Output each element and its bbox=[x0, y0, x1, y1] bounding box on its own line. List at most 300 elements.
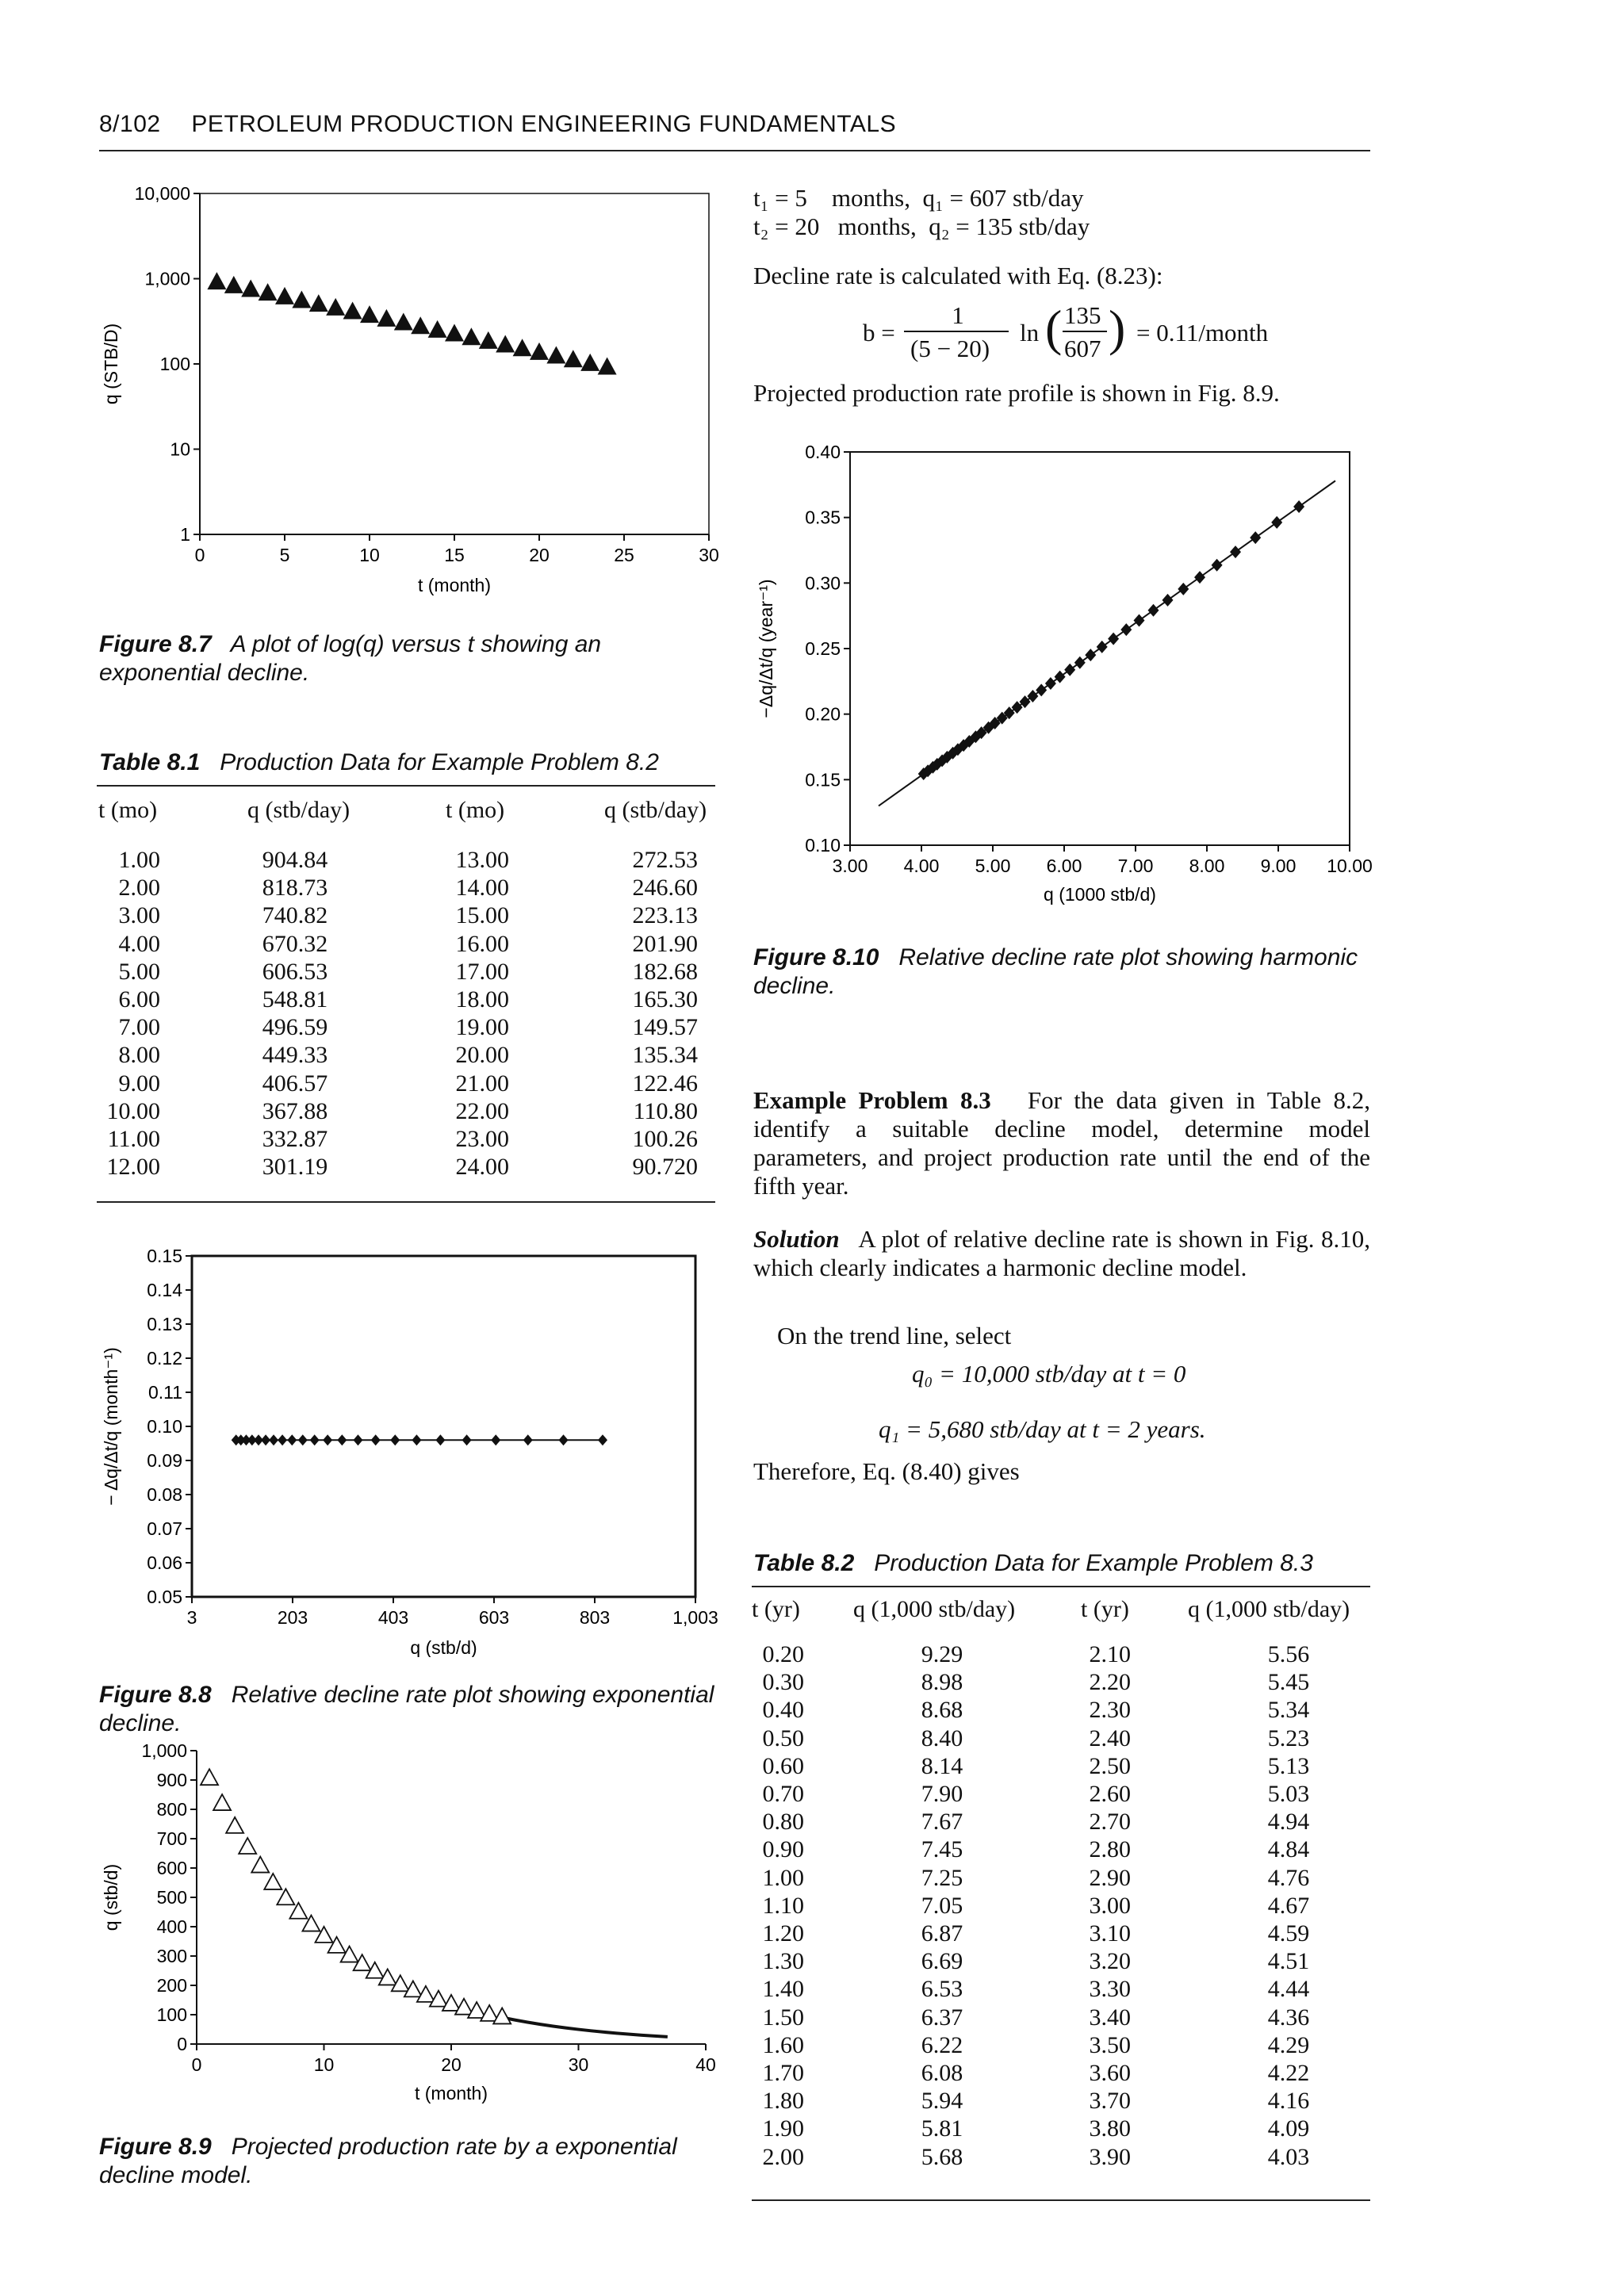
table-8-1-cell: 16.00 bbox=[455, 930, 509, 957]
data-point bbox=[298, 1434, 308, 1445]
y-tick-label: 1 bbox=[180, 524, 190, 545]
table-8-2-cell: 4.29 bbox=[1267, 2031, 1310, 2058]
table-8-1-cell: 135.34 bbox=[632, 1042, 698, 1069]
data-point bbox=[226, 1817, 243, 1833]
table-8-1-cell: 17.00 bbox=[455, 958, 509, 985]
table-8-2-cell: 8.68 bbox=[921, 1697, 963, 1724]
table-8-2-cell: 1.40 bbox=[762, 1976, 804, 2003]
y-tick-label: 400 bbox=[156, 1916, 187, 1937]
table-8-2-cell: 4.09 bbox=[1267, 2115, 1310, 2142]
data-point bbox=[251, 1857, 269, 1873]
x-tick-label: 30 bbox=[699, 545, 719, 565]
trend-text: On the trend line, select bbox=[777, 1322, 1012, 1349]
table-8-1-cell: 149.57 bbox=[632, 1014, 698, 1041]
x-axis-label: t (month) bbox=[417, 575, 492, 595]
y-tick-label: 0.15 bbox=[805, 769, 841, 790]
table-8-2-cell: 3.60 bbox=[1089, 2060, 1131, 2086]
y-tick-label: 0.35 bbox=[805, 507, 841, 528]
data-point bbox=[239, 1838, 256, 1854]
table-8-1-cell: 6.00 bbox=[118, 986, 160, 1013]
table-8-2-cell: 2.40 bbox=[1089, 1725, 1131, 1751]
x-tick-label: 3 bbox=[186, 1607, 197, 1628]
table-8-2-cell: 0.40 bbox=[762, 1697, 804, 1724]
table-8-1-cell: 272.53 bbox=[632, 847, 698, 873]
table-8-2-cell: 5.03 bbox=[1267, 1781, 1310, 1807]
x-axis-label: q (stb/d) bbox=[410, 1637, 477, 1657]
table-8-2-cell: 0.50 bbox=[762, 1725, 804, 1751]
y-tick-label: 700 bbox=[156, 1828, 187, 1849]
x-tick-label: 203 bbox=[277, 1607, 308, 1628]
data-point bbox=[479, 331, 498, 349]
figure-8-10-text: Relative decline rate plot showing harmonic decline. bbox=[753, 944, 1358, 999]
table-8-1-cell: 100.26 bbox=[632, 1126, 698, 1152]
x-tick-label: 10 bbox=[359, 545, 380, 565]
data-point bbox=[309, 294, 328, 312]
y-tick-label: 0.40 bbox=[805, 442, 841, 462]
table-8-2-cell: 4.76 bbox=[1267, 1864, 1310, 1891]
table-8-2-cell: 6.22 bbox=[921, 2031, 963, 2058]
table-8-2-cell: 3.10 bbox=[1089, 1920, 1131, 1947]
data-point bbox=[1097, 641, 1108, 653]
table-8-1-cell: 5.00 bbox=[118, 958, 160, 985]
table-8-1-title bbox=[99, 749, 659, 776]
x-tick-label: 25 bbox=[614, 545, 634, 565]
table-8-2-cell: 3.80 bbox=[1089, 2115, 1131, 2142]
table-8-2-label: Table 8.2 bbox=[753, 1550, 855, 1576]
table-8-1-cell: 496.59 bbox=[262, 1014, 328, 1041]
eq-ln: ln bbox=[1020, 319, 1040, 346]
y-tick-label: 0.30 bbox=[805, 572, 841, 594]
table-8-1-cell: 8.00 bbox=[118, 1042, 160, 1069]
table-8-1-cell: 904.84 bbox=[262, 847, 328, 873]
x-axis-label: q (1000 stb/d) bbox=[1044, 884, 1156, 905]
y-tick-label: 0.09 bbox=[147, 1450, 182, 1471]
therefore-text: Therefore, Eq. (8.40) gives bbox=[753, 1457, 1020, 1485]
table-8-1-header: t (mo) bbox=[98, 797, 158, 823]
table-8-2-cell: 0.80 bbox=[762, 1809, 804, 1836]
y-tick-label: 100 bbox=[159, 354, 190, 374]
table-8-2-cell: 5.23 bbox=[1267, 1725, 1310, 1751]
table-8-2-cell: 7.45 bbox=[921, 1836, 963, 1863]
y-tick-label: 0.20 bbox=[805, 703, 841, 725]
y-tick-label: 0.25 bbox=[805, 638, 841, 659]
table-8-1-cell: 246.60 bbox=[632, 875, 698, 902]
table-8-1-cell: 22.00 bbox=[455, 1097, 509, 1124]
table-8-2-cell: 4.59 bbox=[1267, 1920, 1310, 1947]
y-tick-label: 0.14 bbox=[147, 1280, 182, 1300]
y-tick-label: 0.13 bbox=[147, 1314, 182, 1334]
table-8-2-cell: 2.50 bbox=[1089, 1752, 1131, 1779]
data-point bbox=[1162, 594, 1174, 607]
data-point bbox=[523, 1434, 533, 1445]
table-8-2-cell: 2.90 bbox=[1089, 1864, 1131, 1891]
y-tick-label: 0.10 bbox=[147, 1416, 182, 1437]
table-8-1-label: Table 8.1 bbox=[99, 749, 201, 775]
y-axis-label: − Δq/Δt/q (month⁻¹) bbox=[101, 1347, 121, 1506]
table-8-1-cell: 740.82 bbox=[262, 902, 328, 929]
table-8-2-cell: 4.36 bbox=[1267, 2004, 1310, 2031]
data-point bbox=[598, 1434, 607, 1445]
table-8-2-cell: 5.94 bbox=[921, 2088, 963, 2115]
data-point bbox=[580, 354, 599, 371]
table-8-1-cell: 406.57 bbox=[262, 1070, 328, 1097]
plot-frame bbox=[192, 1256, 695, 1597]
y-tick-label: 900 bbox=[156, 1770, 187, 1790]
table-8-1-header: q (stb/day) bbox=[604, 797, 707, 823]
table-8-2-cell: 1.60 bbox=[762, 2031, 804, 2058]
given-line-2: t₂ = 20 months, q₂ = 135 stb/day bbox=[753, 212, 1090, 240]
data-point bbox=[496, 335, 515, 353]
data-point bbox=[564, 350, 583, 367]
table-8-1-cell: 13.00 bbox=[455, 847, 509, 873]
y-tick-label: 800 bbox=[156, 1799, 187, 1820]
table-8-2-cell: 3.30 bbox=[1089, 1976, 1131, 2003]
table-8-2-cell: 6.69 bbox=[921, 1948, 963, 1975]
table-8-1-cell: 182.68 bbox=[632, 958, 698, 985]
plot-frame bbox=[200, 193, 709, 534]
example-label: Example Problem 8.3 bbox=[753, 1086, 991, 1114]
table-8-2-cell: 3.20 bbox=[1089, 1948, 1131, 1975]
table-8-2-cell: 1.50 bbox=[762, 2004, 804, 2031]
data-point bbox=[428, 320, 447, 338]
eq-result: = 0.11/month bbox=[1136, 319, 1269, 346]
x-tick-label: 10.00 bbox=[1327, 856, 1373, 876]
table-8-2-cell: 1.90 bbox=[762, 2115, 804, 2142]
table-8-1-cell: 2.00 bbox=[118, 875, 160, 902]
x-tick-label: 1,003 bbox=[672, 1607, 718, 1628]
data-point bbox=[1271, 516, 1282, 529]
eq-paren-right: ) bbox=[1109, 300, 1126, 356]
x-tick-label: 403 bbox=[377, 1607, 409, 1628]
data-point bbox=[213, 1794, 231, 1810]
data-point bbox=[1074, 657, 1086, 669]
x-axis-label: t (month) bbox=[414, 2083, 488, 2104]
data-point bbox=[546, 346, 565, 364]
y-axis-label: −Δq/Δt/q (year⁻¹) bbox=[756, 579, 776, 718]
table-8-2-header: q (1,000 stb/day) bbox=[853, 1596, 1016, 1622]
x-tick-label: 7.00 bbox=[1117, 856, 1154, 876]
data-point bbox=[377, 309, 396, 327]
y-axis-label: q (STB/D) bbox=[101, 323, 121, 405]
table-8-2-cell: 0.90 bbox=[762, 1836, 804, 1863]
given-line-1: t₁ = 5 months, q₁ = 607 stb/day bbox=[753, 184, 1084, 212]
x-tick-label: 4.00 bbox=[903, 856, 940, 876]
data-point bbox=[1108, 633, 1119, 645]
table-8-2-cell: 4.67 bbox=[1267, 1892, 1310, 1919]
figure-8-7-text: A plot of log(q) versus t showing an exponential decline. bbox=[99, 631, 602, 686]
table-8-1-cell: 24.00 bbox=[455, 1154, 509, 1181]
data-point bbox=[435, 1434, 445, 1445]
table-8-2-cell: 6.08 bbox=[921, 2060, 963, 2086]
table-8-2-cell: 3.40 bbox=[1089, 2004, 1131, 2031]
example-problem-8-3 bbox=[753, 1086, 1370, 1200]
data-point bbox=[1178, 583, 1189, 595]
x-tick-label: 5 bbox=[279, 545, 290, 565]
decline-intro: Decline rate is calculated with Eq. (8.23): bbox=[753, 262, 1163, 289]
eq-ln-num: 135 bbox=[1064, 301, 1101, 329]
y-axis-label: q (stb/d) bbox=[101, 1863, 121, 1931]
data-point bbox=[1212, 559, 1223, 572]
data-point bbox=[360, 305, 379, 323]
book-title: PETROLEUM PRODUCTION ENGINEERING FUNDAMENTALS bbox=[191, 111, 897, 137]
data-point bbox=[445, 324, 464, 342]
projection-line bbox=[502, 2017, 668, 2036]
figure-8-10-caption bbox=[753, 944, 1372, 1001]
table-8-2-cell: 2.60 bbox=[1089, 1781, 1131, 1807]
table-8-2-cell: 4.22 bbox=[1267, 2060, 1310, 2086]
eq-ln-bar bbox=[1063, 331, 1107, 332]
data-point bbox=[269, 1434, 278, 1445]
table-8-1-cell: 4.00 bbox=[118, 930, 160, 957]
figure-8-7-caption bbox=[99, 630, 726, 687]
table-8-2-cell: 6.37 bbox=[921, 2004, 963, 2031]
data-point bbox=[1230, 545, 1241, 558]
solution-label: Solution bbox=[753, 1225, 840, 1253]
data-point bbox=[1055, 671, 1066, 683]
table-8-1-cell: 23.00 bbox=[455, 1126, 509, 1152]
table-8-2-cell: 7.05 bbox=[921, 1892, 963, 1919]
x-tick-label: 6.00 bbox=[1046, 856, 1082, 876]
table-8-1-cell: 15.00 bbox=[455, 902, 509, 929]
y-tick-label: 0.11 bbox=[147, 1382, 182, 1403]
table-8-2-cell: 1.70 bbox=[762, 2060, 804, 2086]
figure-8-8-label: Figure 8.8 bbox=[99, 1682, 212, 1708]
table-8-1-cell: 18.00 bbox=[455, 986, 509, 1013]
y-tick-label: 10 bbox=[170, 438, 190, 460]
y-tick-label: 100 bbox=[156, 2004, 187, 2025]
table-8-1-cell: 3.00 bbox=[118, 902, 160, 929]
eq-ln-den: 607 bbox=[1064, 335, 1101, 362]
figure-8-8-caption bbox=[99, 1681, 726, 1738]
table-8-2-cell: 0.20 bbox=[762, 1641, 804, 1667]
x-tick-label: 9.00 bbox=[1260, 856, 1297, 876]
table-8-1-cell: 223.13 bbox=[632, 902, 698, 929]
table-8-1-cell: 606.53 bbox=[262, 958, 328, 985]
data-point bbox=[559, 1434, 569, 1445]
data-point bbox=[323, 1434, 332, 1445]
y-tick-label: 0.15 bbox=[147, 1246, 182, 1266]
data-point bbox=[292, 291, 311, 308]
table-8-2-cell: 7.67 bbox=[921, 1809, 963, 1836]
table-8-2-caption: Production Data for Example Problem 8.3 bbox=[874, 1550, 1313, 1576]
x-tick-label: 10 bbox=[313, 2054, 335, 2075]
data-point bbox=[1036, 683, 1047, 696]
x-tick-label: 0 bbox=[194, 545, 205, 565]
equation-b bbox=[863, 301, 1307, 381]
table-8-2-cell: 5.56 bbox=[1267, 1641, 1310, 1667]
table-8-2-header: q (1,000 stb/day) bbox=[1188, 1596, 1350, 1622]
data-point bbox=[278, 1434, 287, 1445]
table-8-2-cell: 3.70 bbox=[1089, 2088, 1131, 2115]
table-8-2-header: t (yr) bbox=[752, 1596, 800, 1622]
table-8-1-cell: 122.46 bbox=[632, 1070, 698, 1097]
table-8-1-cell: 19.00 bbox=[455, 1014, 509, 1041]
series-points bbox=[207, 272, 616, 374]
table-8-1-cell: 11.00 bbox=[107, 1126, 160, 1152]
solution-text: A plot of relative decline rate is shown in Fig. 8.10, which clearly indicates a harmonic decline model. bbox=[753, 1225, 1371, 1281]
data-point bbox=[1085, 649, 1096, 661]
y-tick-label: 600 bbox=[156, 1858, 187, 1878]
table-8-1-cell: 670.32 bbox=[262, 930, 328, 957]
data-point bbox=[1148, 604, 1159, 617]
table-8-1-cell: 449.33 bbox=[262, 1042, 328, 1069]
table-8-1-cell: 1.00 bbox=[118, 847, 160, 873]
eq-frac-bar bbox=[904, 331, 1009, 332]
table-8-2-cell: 3.50 bbox=[1089, 2031, 1131, 2058]
table-8-2-cell: 4.94 bbox=[1267, 1809, 1310, 1836]
table-8-1-cell: 14.00 bbox=[455, 875, 509, 902]
x-tick-label: 803 bbox=[579, 1607, 611, 1628]
table-8-2-cell: 1.80 bbox=[762, 2088, 804, 2115]
data-point bbox=[513, 339, 532, 356]
data-point bbox=[462, 327, 481, 345]
table-8-2-cell: 5.68 bbox=[921, 2143, 963, 2170]
table-8-2-cell: 3.00 bbox=[1089, 1892, 1131, 1919]
table-8-2-cell: 1.10 bbox=[762, 1892, 804, 1919]
y-tick-label: 0.06 bbox=[147, 1552, 182, 1573]
eq-frac-num: 1 bbox=[952, 301, 964, 329]
x-tick-label: 0 bbox=[191, 2054, 202, 2075]
figure-8-9-text: Projected production rate by a exponential decline model. bbox=[99, 2134, 677, 2188]
table-8-2-cell: 2.80 bbox=[1089, 1836, 1131, 1863]
table-8-1-top-rule bbox=[97, 785, 715, 787]
table-8-2-cell: 6.87 bbox=[921, 1920, 963, 1947]
table-8-2-top-rule bbox=[752, 1586, 1370, 1587]
table-8-1-cell: 12.00 bbox=[106, 1154, 160, 1181]
data-point bbox=[371, 1434, 381, 1445]
eq-frac-den: (5 − 20) bbox=[910, 335, 990, 362]
y-tick-label: 0.08 bbox=[147, 1484, 182, 1505]
figure-8-10-chart bbox=[753, 434, 1380, 926]
y-tick-label: 300 bbox=[156, 1946, 187, 1966]
table-8-2-title bbox=[753, 1550, 1313, 1577]
table-8-2-cell: 8.40 bbox=[921, 1725, 963, 1751]
data-point bbox=[326, 298, 345, 316]
table-8-1-bottom-rule bbox=[97, 1201, 715, 1203]
table-8-2-cell: 2.20 bbox=[1089, 1669, 1131, 1696]
x-tick-label: 20 bbox=[529, 545, 550, 565]
data-point bbox=[491, 1434, 500, 1445]
data-point bbox=[310, 1434, 320, 1445]
data-point bbox=[411, 316, 430, 334]
data-point bbox=[275, 287, 294, 304]
y-tick-label: 0 bbox=[177, 2034, 187, 2054]
table-8-1-cell: 301.19 bbox=[262, 1154, 328, 1181]
series-points bbox=[201, 1769, 511, 2023]
x-tick-label: 3.00 bbox=[832, 856, 868, 876]
data-point bbox=[394, 313, 413, 331]
data-point bbox=[1194, 571, 1205, 584]
projected-text: Projected production rate profile is shown in Fig. 8.9. bbox=[753, 379, 1280, 407]
y-tick-label: 500 bbox=[156, 1887, 187, 1908]
table-8-1-header: q (stb/day) bbox=[247, 797, 350, 823]
data-point bbox=[1045, 677, 1056, 690]
x-tick-label: 30 bbox=[568, 2054, 589, 2075]
table-8-1-cell: 332.87 bbox=[262, 1126, 328, 1152]
solution-paragraph bbox=[753, 1225, 1370, 1282]
eq-q0: q₀ = 10,000 stb/day at t = 0 bbox=[912, 1360, 1186, 1388]
x-tick-label: 20 bbox=[441, 2054, 462, 2075]
data-point bbox=[224, 276, 243, 293]
x-tick-label: 5.00 bbox=[975, 856, 1011, 876]
y-tick-label: 200 bbox=[156, 1975, 187, 1996]
table-8-2-cell: 2.10 bbox=[1089, 1641, 1131, 1667]
data-point bbox=[259, 283, 278, 301]
table-8-2-cell: 0.30 bbox=[762, 1669, 804, 1696]
figure-8-9-chart bbox=[95, 1736, 730, 2117]
table-8-2-cell: 1.20 bbox=[762, 1920, 804, 1947]
table-8-2-cell: 1.30 bbox=[762, 1948, 804, 1975]
table-8-2-cell: 2.70 bbox=[1089, 1809, 1131, 1836]
data-point bbox=[462, 1434, 472, 1445]
table-8-2-cell: 4.44 bbox=[1267, 1976, 1310, 2003]
table-8-2-cell: 9.29 bbox=[921, 1641, 963, 1667]
table-8-2-cell: 6.53 bbox=[921, 1976, 963, 2003]
table-8-1-cell: 20.00 bbox=[455, 1042, 509, 1069]
table-8-1-cell: 548.81 bbox=[262, 986, 328, 1013]
table-8-2-header: t (yr) bbox=[1081, 1596, 1129, 1622]
figure-8-9-caption bbox=[99, 2133, 726, 2190]
data-point bbox=[1134, 614, 1145, 627]
figure-8-10-label: Figure 8.10 bbox=[753, 944, 879, 970]
table-8-2-cell: 1.00 bbox=[762, 1864, 804, 1891]
data-point bbox=[337, 1434, 347, 1445]
y-tick-label: 1,000 bbox=[141, 1740, 187, 1761]
y-tick-label: 1,000 bbox=[144, 268, 190, 289]
eq-q1: q₁ = 5,680 stb/day at t = 2 years. bbox=[879, 1415, 1206, 1443]
table-8-2-cell: 7.90 bbox=[921, 1781, 963, 1807]
data-point bbox=[201, 1769, 218, 1785]
y-tick-label: 0.07 bbox=[147, 1518, 182, 1539]
y-tick-label: 10,000 bbox=[134, 183, 190, 204]
table-8-1-cell: 7.00 bbox=[118, 1014, 160, 1041]
table-8-2-cell: 5.13 bbox=[1267, 1752, 1310, 1779]
page-header bbox=[99, 111, 1368, 138]
table-8-2-cell: 4.84 bbox=[1267, 1836, 1310, 1863]
figure-8-8-chart bbox=[95, 1237, 730, 1657]
table-8-1-cell: 201.90 bbox=[632, 930, 698, 957]
table-8-2-cell: 3.90 bbox=[1089, 2143, 1131, 2170]
table-8-1-cell: 9.00 bbox=[118, 1070, 160, 1097]
data-point bbox=[264, 1874, 282, 1889]
x-tick-label: 8.00 bbox=[1189, 856, 1225, 876]
table-8-2-cell: 4.03 bbox=[1267, 2143, 1310, 2170]
data-point bbox=[207, 272, 226, 289]
data-point bbox=[390, 1434, 400, 1445]
table-8-1-caption: Production Data for Example Problem 8.2 bbox=[220, 749, 659, 775]
y-tick-label: 0.05 bbox=[147, 1587, 182, 1607]
x-tick-label: 603 bbox=[478, 1607, 510, 1628]
data-point bbox=[1120, 623, 1132, 636]
table-8-2-cell: 8.14 bbox=[921, 1752, 963, 1779]
data-point bbox=[287, 1434, 297, 1445]
figure-8-9-label: Figure 8.9 bbox=[99, 2134, 212, 2160]
page-number: 8/102 bbox=[99, 111, 161, 137]
data-point bbox=[353, 1434, 362, 1445]
table-8-2-cell: 4.51 bbox=[1267, 1948, 1310, 1975]
table-8-2-cell: 2.30 bbox=[1089, 1697, 1131, 1724]
table-8-2-cell: 4.16 bbox=[1267, 2088, 1310, 2115]
data-point bbox=[241, 280, 260, 297]
table-8-1-cell: 165.30 bbox=[632, 986, 698, 1013]
table-8-1-cell: 367.88 bbox=[262, 1097, 328, 1124]
y-tick-label: 0.12 bbox=[147, 1348, 182, 1369]
data-point bbox=[343, 302, 362, 320]
table-8-1-cell: 90.720 bbox=[632, 1154, 698, 1181]
table-8-2-cell: 8.98 bbox=[921, 1669, 963, 1696]
x-tick-label: 40 bbox=[695, 2054, 716, 2075]
data-point bbox=[530, 343, 549, 360]
